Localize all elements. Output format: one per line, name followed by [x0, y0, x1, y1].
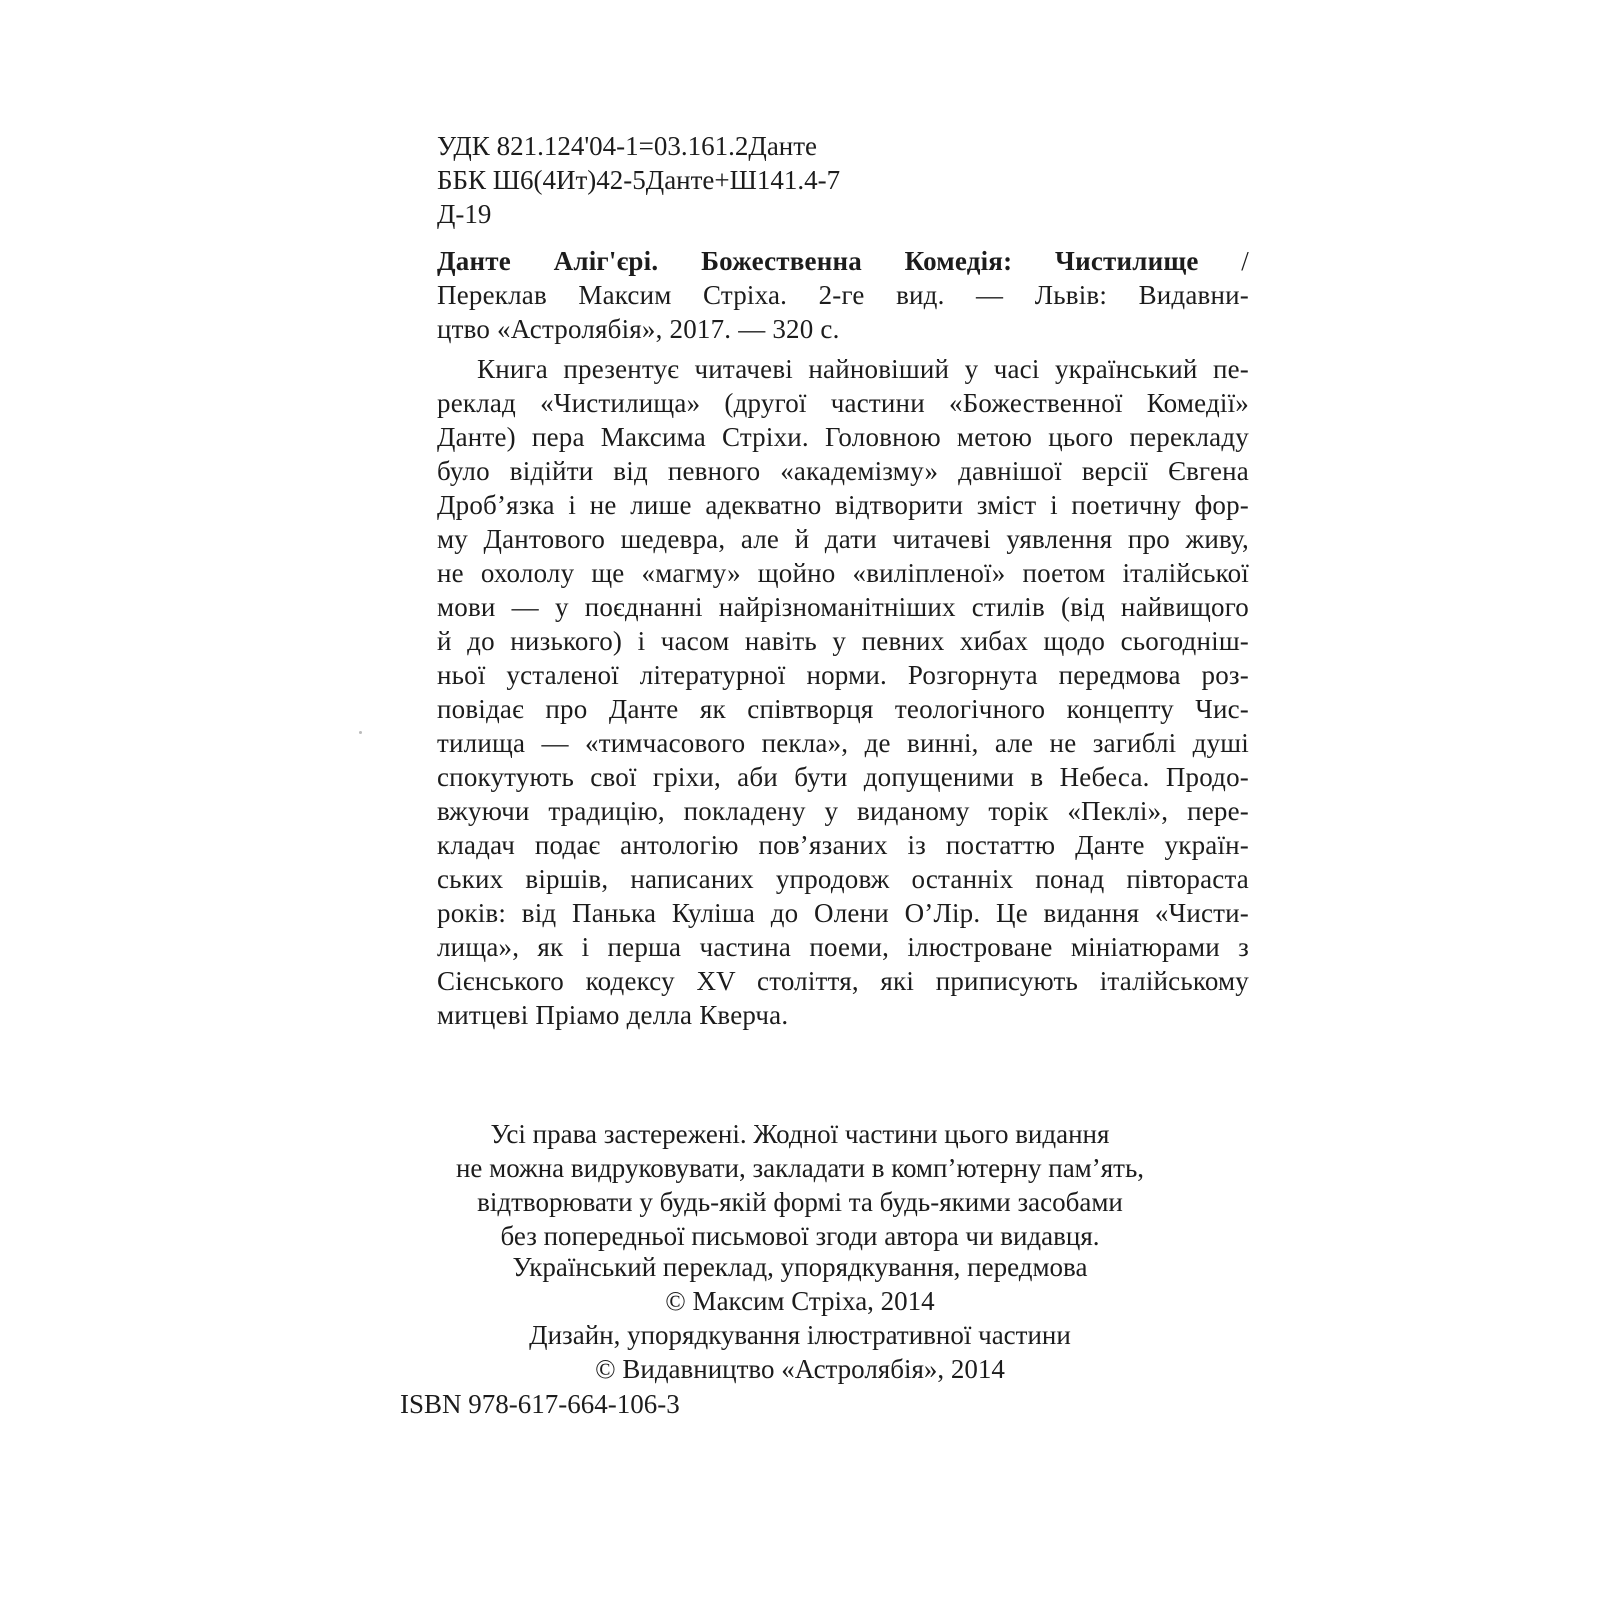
annotation-line: ньої усталеної літературної норми. Розгорнута передмова роз- [437, 660, 1249, 690]
annotation-line: Книга презентує читачеві найновіший у часі український пе- [477, 354, 1249, 384]
annotation-line: мови — у поєднанні найрізноманітніших стилів (від найвищого [437, 592, 1249, 622]
annotation-paragraph [437, 352, 1249, 1032]
rights-notice [400, 1117, 1200, 1253]
author-title: Данте Аліг'єрі. Божественна Комедія: Чистилище [437, 246, 1199, 276]
udk-code: УДК 821.124'04-1=03.161.2Данте [437, 131, 818, 161]
annotation-line: ських віршів, написаних упродовж останніх понад півтораста [437, 864, 1249, 894]
annotation-line: спокутують свої гріхи, аби бути допущеними в Небеса. Продо- [437, 762, 1249, 792]
annotation-line: тилища — «тимчасового пекла», де винні, але не загиблі душі [437, 728, 1249, 758]
annotation-line: й до низького) і часом навіть у певних хибах щодо сьогоднiш- [437, 626, 1249, 656]
author-mark: Д-19 [437, 199, 492, 229]
annotation-line: Данте) пера Максима Стріхи. Головною метою цього перекладу [437, 422, 1249, 452]
annotation-line: Дроб’язка і не лише адекватно відтворити зміст і поетичну фор- [437, 490, 1249, 520]
paper-speck [359, 731, 362, 734]
annotation-line: не охололу ще «магму» щойно «виліпленої» поетом італійської [437, 558, 1249, 588]
rights-line: відтворювати у будь-якій формі та будь-якими засобами [477, 1187, 1123, 1217]
bib-line-2: Переклав Максим Стріха. 2-ге вид. — Львів: Видавни- [437, 280, 1249, 310]
bib-line-3: цтво «Астролябія», 2017. — 320 с. [437, 314, 840, 344]
annotation-line: кладач подає антологію пов’язаних із постаттю Данте україн- [437, 830, 1249, 860]
copyright-line: © Видавництво «Астролябія», 2014 [595, 1354, 1005, 1384]
isbn: ISBN 978-617-664-106-3 [400, 1389, 680, 1419]
copyright-line: Дизайн, упорядкування ілюстративної частини [529, 1320, 1071, 1350]
annotation-line: вжуючи традицію, покладену у виданому торік «Пеклі», пере- [437, 796, 1249, 826]
annotation-line: реклад «Чистилища» (другої частини «Божественної Комедії» [437, 388, 1249, 418]
bibliographic-entry [437, 244, 1249, 346]
rights-line: без попередньої письмової згоди автора чи видавця. [500, 1221, 1100, 1251]
copyright-block [400, 1250, 1200, 1386]
annotation-line: повідає про Данте як співтворця теологічного концепту Чис- [437, 694, 1249, 724]
annotation-line: Сієнського кодексу XV століття, які приписують італійському [437, 966, 1249, 996]
rights-line: Усі права застережені. Жодної частини цього видання [490, 1119, 1110, 1149]
annotation-line: митцеві Пріамо делла Кверча. [437, 1000, 789, 1030]
rights-line: не можна видруковувати, закладати в комп’ютерну пам’ять, [455, 1153, 1145, 1183]
copyright-line: Український переклад, упорядкування, передмова [512, 1252, 1088, 1282]
bib-line-1: Данте Аліг'єрі. Божественна Комедія: Чистилище / [437, 246, 1250, 276]
annotation-line: лища», як і перша частина поеми, ілюстроване мініатюрами з [437, 932, 1249, 962]
annotation-line: було відійти від певного «академізму» давнішої версії Євгена [437, 456, 1249, 486]
bbk-code: ББК Ш6(4Ит)42-5Данте+Ш141.4-7 [437, 165, 841, 195]
annotation-line: му Дантового шедевра, але й дати читачеві уявлення про живу, [437, 524, 1249, 554]
copyright-line: © Максим Стріха, 2014 [665, 1286, 935, 1316]
annotation-line: років: від Панька Куліша до Олени О’Лір. Це видання «Чисти- [437, 898, 1249, 928]
